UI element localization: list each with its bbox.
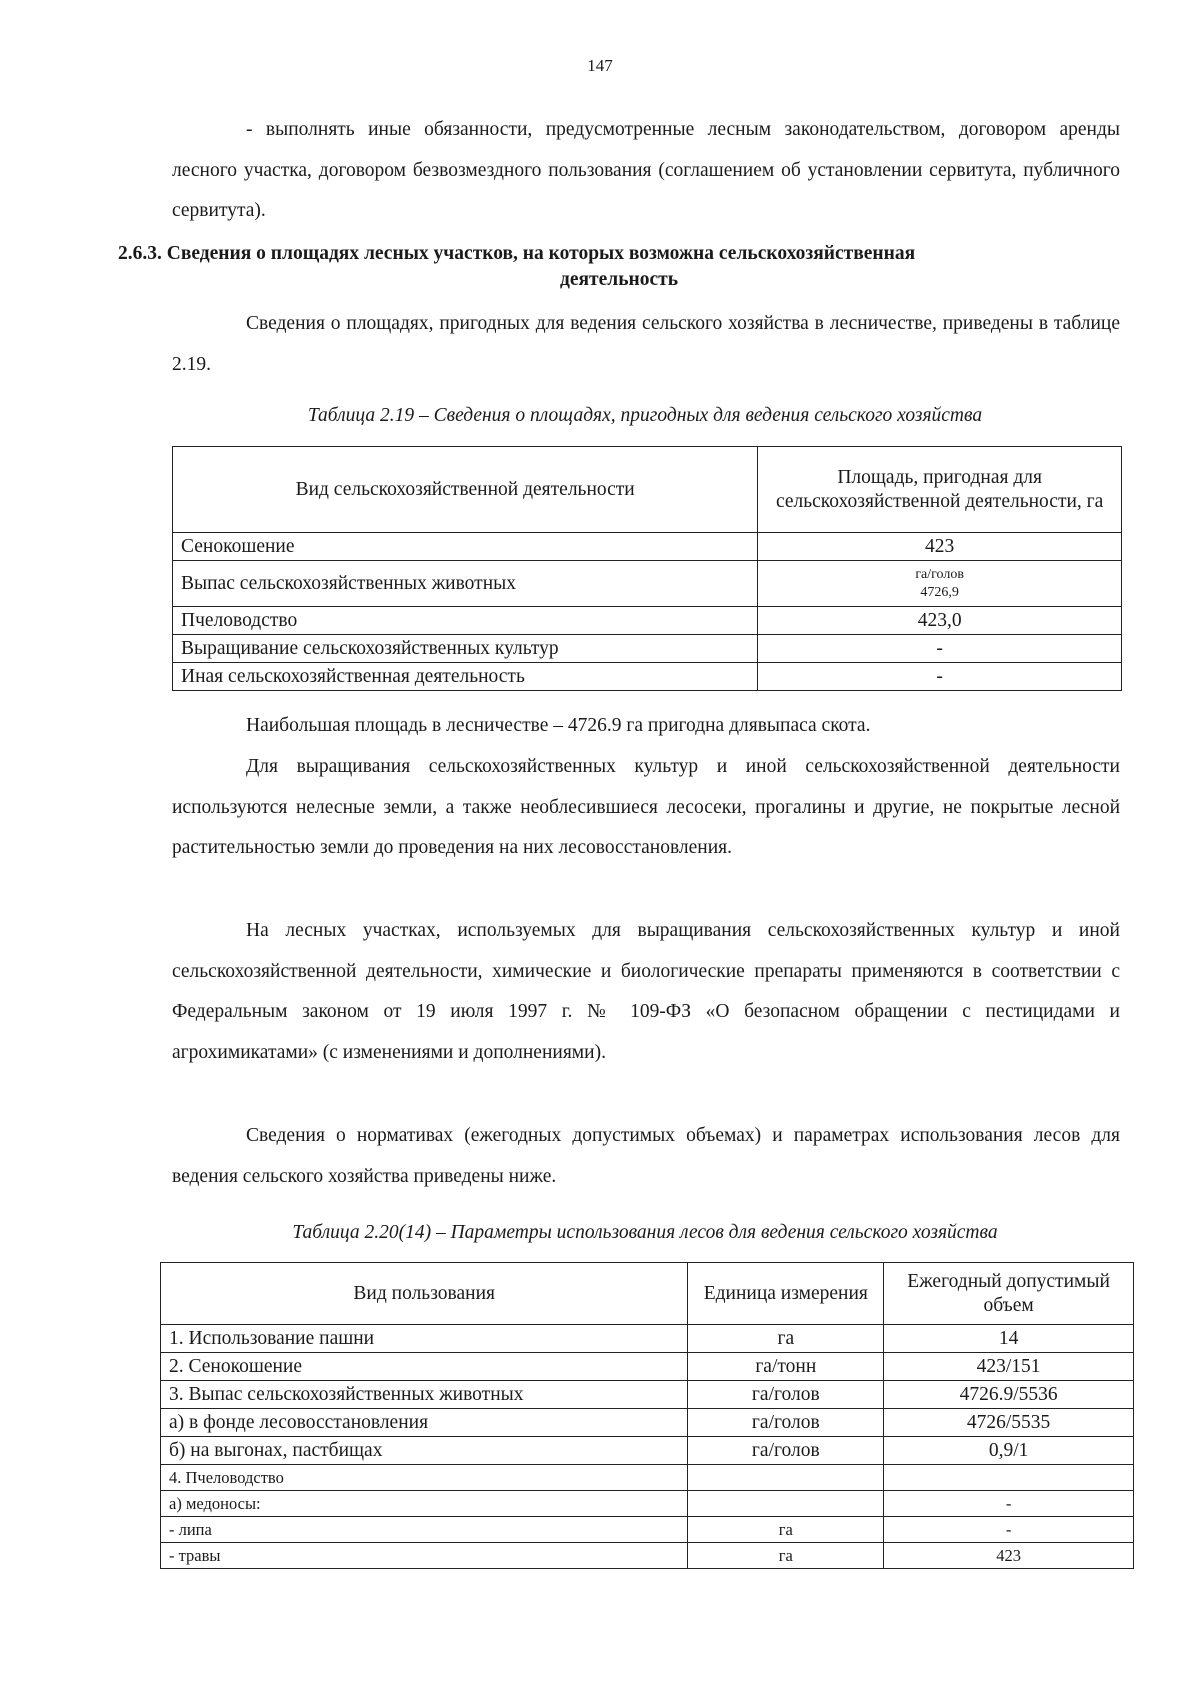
table-cell: га/голов (688, 1381, 884, 1409)
table-cell: Иная сельскохозяйственная деятельность (173, 663, 758, 691)
table-row (161, 1465, 1134, 1491)
table-header-cell: Вид сельскохозяйственной деятельности (173, 447, 758, 533)
table-cell: - липа (161, 1517, 688, 1543)
table-cell: - травы (161, 1543, 688, 1569)
table-row (173, 663, 1122, 691)
table-cell: а) медоносы: (161, 1491, 688, 1517)
table-row (161, 1517, 1134, 1543)
table-row (173, 561, 1122, 607)
unit-label: га/голов (915, 566, 964, 582)
table-2-19 (172, 446, 1122, 691)
section-heading-line1: 2.6.3. Сведения о площадях лесных участков, на которых возможна сельскохозяйственная (118, 243, 916, 264)
table-cell (758, 561, 1122, 607)
table-2-20 (160, 1262, 1134, 1569)
body-paragraph: Для выращивания сельскохозяйственных культур и иной сельскохозяйственной деятельности используются нелесные земли, а также необлесившиеся лесосеки, прогалины и другие, не покрытые лесной растительностью земли до проведения на них лесовосстановления. (172, 756, 1120, 858)
table-cell: а) в фонде лесовосстановления (161, 1409, 688, 1437)
table-cell (688, 1491, 884, 1517)
intro-paragraph: - выполнять иные обязанности, предусмотренные лесным законодательством, договором аренды лесного участка, договором безвозмездного пользования (соглашением об установлении сервитута, публичного сервитута). (172, 119, 1120, 221)
table-cell: - (884, 1491, 1134, 1517)
table-cell: га (688, 1325, 884, 1353)
table-cell: 423 (758, 533, 1122, 561)
table-cell: 4726.9/5536 (884, 1381, 1134, 1409)
table-row (161, 1381, 1134, 1409)
table-cell: 423/151 (884, 1353, 1134, 1381)
table-cell: га/голов (688, 1409, 884, 1437)
table-header-cell: Площадь, пригодная для сельскохозяйственной деятельности, га (758, 447, 1122, 533)
section-heading-line2: деятельность (559, 269, 679, 290)
table-cell (688, 1465, 884, 1491)
table-cell: Сенокошение (173, 533, 758, 561)
table-header-cell: Вид пользования (161, 1263, 688, 1325)
table-cell: - (758, 663, 1122, 691)
table-cell: га (688, 1517, 884, 1543)
section-intro: Сведения о площадях, пригодных для ведения сельского хозяйства в лесничестве, приведены в таблице 2.19. (172, 313, 1120, 375)
table-cell: б) на выгонах, пастбищах (161, 1437, 688, 1465)
table-cell (884, 1465, 1134, 1491)
table-row (161, 1409, 1134, 1437)
table-cell: 423,0 (758, 607, 1122, 635)
body-paragraph: На лесных участках, используемых для выращивания сельскохозяйственных культур и иной сельскохозяйственной деятельности, химические и биологические препараты применяются в соответствии с Федеральным законом от 19 июля 1997 г. № 109-ФЗ «О безопасном обращении с пестицидами и агрохимикатами» (с изменениями и дополнениями). (172, 920, 1120, 1063)
table-row (173, 607, 1122, 635)
table-cell: Пчеловодство (173, 607, 758, 635)
section-heading (118, 241, 1120, 293)
table-row (161, 1491, 1134, 1517)
table-cell: Выращивание сельскохозяйственных культур (173, 635, 758, 663)
table-cell: - (884, 1517, 1134, 1543)
table-cell: га/тонн (688, 1353, 884, 1381)
table-cell: 3. Выпас сельскохозяйственных животных (161, 1381, 688, 1409)
table2-caption: Таблица 2.20(14) – Параметры использования лесов для ведения сельского хозяйства (292, 1222, 998, 1243)
table-cell: - (758, 635, 1122, 663)
table-row (161, 1353, 1134, 1381)
table-cell: 4726/5535 (884, 1409, 1134, 1437)
table1-caption: Таблица 2.19 – Сведения о площадях, пригодных для ведения сельского хозяйства (307, 405, 983, 426)
table-row (173, 533, 1122, 561)
table-header-row (173, 447, 1122, 533)
body-paragraph: Наибольшая площадь в лесничестве – 4726.9 га пригодна длявыпаса скота. (246, 715, 871, 736)
table-header-row (161, 1263, 1134, 1325)
table-cell: 14 (884, 1325, 1134, 1353)
table-cell: 4. Пчеловодство (161, 1465, 688, 1491)
table-row (161, 1543, 1134, 1569)
table-row (161, 1325, 1134, 1353)
table-cell: га (688, 1543, 884, 1569)
table-cell: га/голов (688, 1437, 884, 1465)
table-header-cell: Единица измерения (688, 1263, 884, 1325)
table-cell: 2. Сенокошение (161, 1353, 688, 1381)
table-row (173, 635, 1122, 663)
table-header-cell: Ежегодный допустимый объем (884, 1263, 1134, 1325)
table-cell: 423 (884, 1543, 1134, 1569)
page-number: 147 (587, 56, 613, 75)
table-row (161, 1437, 1134, 1465)
area-value: 4726,9 (920, 584, 959, 600)
table-cell: 0,9/1 (884, 1437, 1134, 1465)
table-cell: 1. Использование пашни (161, 1325, 688, 1353)
table-cell: Выпас сельскохозяйственных животных (173, 561, 758, 607)
body-paragraph: Сведения о нормативах (ежегодных допустимых объемах) и параметрах использования лесов для ведения сельского хозяйства приведены ниже. (172, 1125, 1120, 1187)
